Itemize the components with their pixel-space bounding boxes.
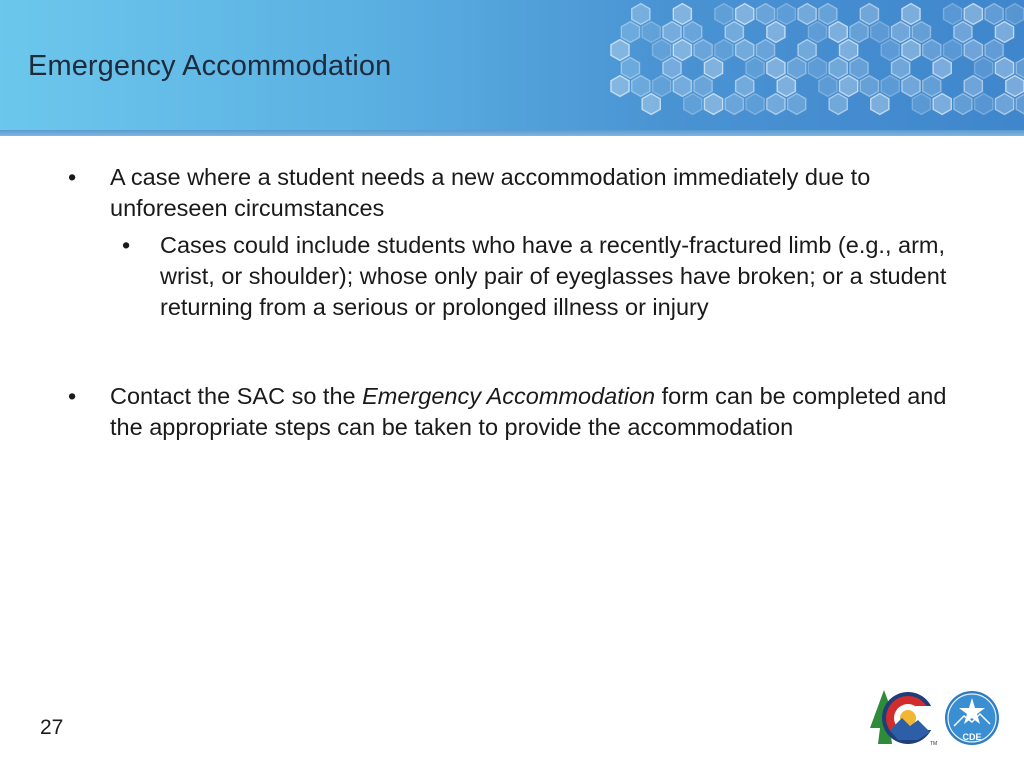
hexagon-shape [902,40,920,61]
hexagon-shape [964,4,982,25]
hexagon-shape [871,22,889,43]
hexagon-shape [881,40,899,61]
cde-logo-icon [945,691,999,745]
hexagon-shape [933,94,951,115]
hexagon-shape [642,22,660,43]
logo-group [868,688,1004,748]
hexagon-shape [746,58,764,79]
hexagon-shape [673,4,691,25]
hexagon-shape [1006,4,1024,25]
hexagon-shape [995,22,1013,43]
hexagon-shape [663,58,681,79]
hexagon-shape [964,76,982,97]
hexagon-shape [736,40,754,61]
bullet-text: A case where a student needs a new accommodation immediately due to unforeseen circumstances [110,164,871,221]
sub-bullet-text: Cases could include students who have a recently-fractured limb (e.g., arm, wrist, or shoulder); whose only pair of eyeglasses have broken; or a student returning from a serious or prolonged illness or injury [160,232,947,320]
hexagon-shape [788,58,806,79]
hexagon-shape [736,4,754,25]
hexagon-shape [985,4,1003,25]
hexagon-shape [808,58,826,79]
hexagon-shape [684,22,702,43]
hexagon-shape [621,58,639,79]
hexagon-shape [871,94,889,115]
hexagon-shape [704,94,722,115]
hexagon-shape [798,40,816,61]
hexagon-shape [933,58,951,79]
hexagon-shape [808,22,826,43]
hexagon-shape [923,40,941,61]
hexagon-shape [673,40,691,61]
hexagon-shape [975,58,993,79]
hexagon-shape [819,4,837,25]
hexagon-shape [1016,58,1024,79]
hexagon-shape [819,76,837,97]
bullet-text-part: Contact the SAC so the [110,383,363,409]
hexagon-shape [995,58,1013,79]
hexagon-shape [850,22,868,43]
hexagon-shape [767,94,785,115]
hexagon-shape [964,40,982,61]
bullet-text-part: form can be completed and the appropriate steps can be taken to provide the accommodation [110,383,947,440]
hexagon-shape [777,4,795,25]
hexagon-shape [975,94,993,115]
hexagon-shape [944,4,962,25]
hexagon-shape [756,4,774,25]
hexagon-shape [923,76,941,97]
hexagon-shape [860,76,878,97]
hexagon-shape [663,22,681,43]
hexagon-shape [850,58,868,79]
hexagon-shape [912,22,930,43]
hexagon-shape [777,76,795,97]
hexagon-shape [653,40,671,61]
sub-bullet-item [68,230,968,323]
hexagon-shape [788,94,806,115]
page-number: 27 [40,716,64,739]
hexagon-shape [642,94,660,115]
hexagon-shape [715,40,733,61]
hexagon-shape [954,94,972,115]
hexagon-shape [621,22,639,43]
hexagon-shape [611,40,629,61]
bullet-dot-icon: • [122,232,131,258]
hexagon-shape [704,58,722,79]
bullet-item [68,162,968,224]
hexagon-shape [912,94,930,115]
hexagon-shape [954,22,972,43]
svg-text:CDE: CDE [962,732,982,742]
hexagon-shape [715,4,733,25]
hexagon-shape [985,40,1003,61]
hexagon-shape [798,4,816,25]
hexagon-shape [725,22,743,43]
hexagon-shape [840,40,858,61]
hexagon-shape [840,76,858,97]
hexagon-shape [746,94,764,115]
hexagon-shape [725,94,743,115]
hexagon-shape [694,40,712,61]
hexagon-shape [829,22,847,43]
hexagon-shape [881,76,899,97]
hexagon-shape [684,94,702,115]
hexagon-shape [694,76,712,97]
hexagon-shape [632,76,650,97]
hexagon-shape [892,58,910,79]
bullet-item [68,381,968,443]
form-name: Emergency Accommodation [362,383,656,409]
hexagon-shape [829,58,847,79]
hexagon-shape [736,76,754,97]
hexagon-shape [756,40,774,61]
hexagon-shape [767,22,785,43]
bullet-dot-icon: • [68,383,77,409]
svg-text:TM: TM [930,741,938,747]
hexagon-shape [944,40,962,61]
hexagon-shape [995,94,1013,115]
header-divider [0,130,1024,136]
hexagon-shape [611,76,629,97]
slide-title: Emergency Accommodation [28,50,392,82]
hexagon-shape [902,4,920,25]
hexagon-shape [632,4,650,25]
hexagon-shape [767,58,785,79]
hexagon-shape [653,76,671,97]
slide-content [68,162,968,443]
colorado-state-logo-icon [870,690,938,747]
bullet-dot-icon: • [68,164,77,190]
hexagon-shape [902,76,920,97]
hexagon-shape [1006,76,1024,97]
hexagon-shape [892,22,910,43]
hexagon-shape [673,76,691,97]
hexagon-shape [829,94,847,115]
hexagon-shape [1016,94,1024,115]
hexagon-shape [860,4,878,25]
